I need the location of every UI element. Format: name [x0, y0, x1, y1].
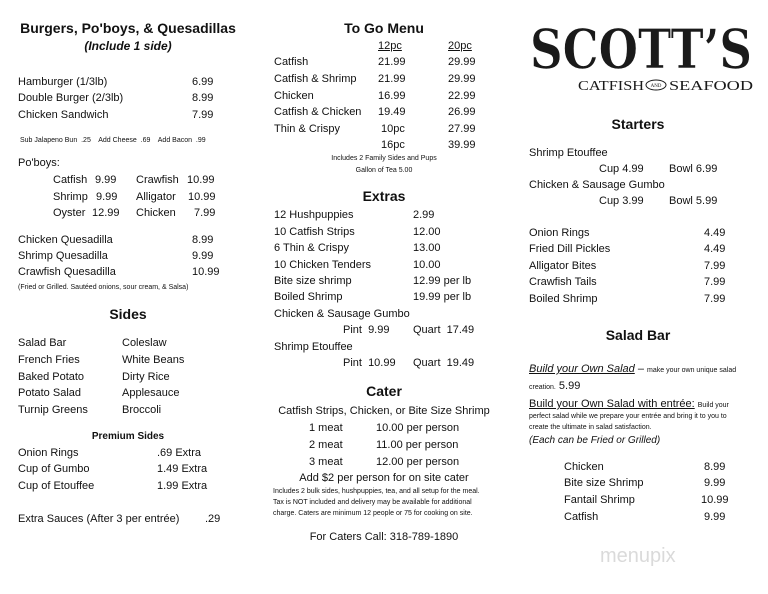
dash: –: [634, 363, 648, 375]
cater-title: Cater: [366, 383, 402, 399]
menu-price: 12.99: [92, 207, 120, 219]
menu-price: 10.00: [413, 259, 441, 271]
salad-bar-title: Salad Bar: [605, 327, 671, 343]
menu-price: 10.99: [188, 191, 216, 203]
menu-item: Cup of Etouffee: [18, 480, 95, 492]
menu-item: Chicken: [136, 207, 176, 219]
side-item: Applesauce: [122, 387, 180, 399]
menu-price: 10.00 per person: [376, 422, 460, 434]
menu-price: 29.99: [448, 56, 476, 68]
menu-item: Onion Rings: [529, 227, 590, 239]
menu-price: 9.99: [192, 250, 214, 262]
menu-item: Chicken & Sausage Gumbo: [274, 308, 410, 320]
burgers-subtitle: (Include 1 side): [84, 39, 172, 53]
menu-item: Shrimp Etouffee: [529, 147, 608, 159]
menu-item: Chicken: [564, 461, 604, 473]
cater-note: Tax is NOT included and delivery may be available for additional: [273, 499, 472, 506]
scotts-logo: [528, 14, 754, 94]
menu-price: Quart 19.49: [413, 357, 475, 369]
menu-price: Bowl 6.99: [669, 163, 718, 175]
svg-text:CATFISH: CATFISH: [578, 79, 644, 94]
salad-note: (Each can be Fried or Grilled): [529, 435, 661, 446]
menu-price: 19.99 per lb: [413, 291, 472, 303]
menu-item: Catfish: [274, 56, 309, 68]
menu-item: Crawfish Quesadilla: [18, 266, 116, 278]
starters-title: Starters: [611, 116, 665, 132]
menu-price: .29: [205, 513, 221, 525]
menu-price: 22.99: [448, 90, 476, 102]
menu-price: 2.99: [413, 209, 435, 221]
menu-item: Chicken & Sausage Gumbo: [529, 179, 665, 191]
svg-text:SCOTT’S: SCOTT’S: [530, 17, 752, 81]
menu-item: Fantail Shrimp: [564, 494, 635, 506]
build-salad-entree-desc: create the ultimate in salad satisfaction.: [529, 424, 652, 431]
menu-price: 13.00: [413, 242, 441, 254]
cater-call: For Caters Call: 318-789-1890: [309, 531, 459, 543]
side-item: Broccoli: [122, 404, 162, 416]
build-salad-line: [529, 363, 736, 376]
menu-item: 3 meat: [309, 456, 343, 468]
build-salad-entree-desc: perfect salad while we prepare your entrée and bring it to you to: [529, 413, 727, 420]
addons-note: Sub Jalapeno Bun .25 Add Cheese .69 Add Bacon .99: [20, 137, 206, 144]
side-item: French Fries: [18, 354, 80, 366]
side-item: White Beans: [122, 354, 185, 366]
menu-price: 29.99: [448, 73, 476, 85]
menu-item: Double Burger (2/3lb): [18, 92, 124, 104]
menu-item: Shrimp Quesadilla: [18, 250, 108, 262]
menu-price: 12.00 per person: [376, 456, 460, 468]
quesadilla-note: (Fried or Grilled. Sautéed onions, sour cream, & Salsa): [18, 284, 189, 291]
menu-price: 19.49: [378, 106, 406, 118]
menu-price: 10.99: [192, 266, 220, 278]
build-salad-entree-label: Build your Own Salad with entrée:: [529, 398, 695, 410]
side-item: Dirty Rice: [122, 371, 170, 383]
svg-text:AND: AND: [650, 84, 662, 89]
menu-price: 21.99: [378, 56, 406, 68]
menu-price: 4.49: [704, 227, 726, 239]
menu-item: Thin & Crispy: [274, 123, 341, 135]
menu-item: Catfish: [564, 511, 599, 523]
sides-title: Sides: [109, 306, 147, 322]
menu-price: Cup 4.99: [599, 163, 644, 175]
togo-note: Includes 2 Family Sides and Pups: [331, 155, 437, 162]
menu-price: 10pc: [381, 123, 405, 135]
menu-item: 6 Thin & Crispy: [274, 242, 349, 254]
menu-item: Crawfish Tails: [529, 276, 597, 288]
menu-price: 7.99: [192, 109, 214, 121]
menu-price: 10.99: [701, 494, 729, 506]
menu-price: 8.99: [704, 461, 726, 473]
build-salad-desc: make your own unique salad: [647, 367, 737, 374]
extras-title: Extras: [362, 188, 406, 204]
col-header: 12pc: [378, 40, 402, 52]
menu-item: 12 Hushpuppies: [274, 209, 354, 221]
menu-price: 1.99 Extra: [157, 480, 208, 492]
menu-item: Fried Dill Pickles: [529, 243, 611, 255]
menu-item: Chicken Sandwich: [18, 109, 109, 121]
menu-item: Catfish & Chicken: [274, 106, 362, 118]
menu-price: Bowl 5.99: [669, 195, 718, 207]
side-item: Baked Potato: [18, 371, 85, 383]
menu-item: Cup of Gumbo: [18, 463, 90, 475]
menu-item: Crawfish: [136, 174, 179, 186]
side-item: Potato Salad: [18, 387, 81, 399]
menu-item: 10 Catfish Strips: [274, 226, 355, 238]
menu-price: 7.99: [704, 276, 726, 288]
menu-price: 12.99 per lb: [413, 275, 472, 287]
menu-price: 12.00: [413, 226, 441, 238]
menu-price: 8.99: [192, 234, 214, 246]
menu-price: 8.99: [192, 92, 214, 104]
togo-note: Gallon of Tea 5.00: [355, 167, 413, 174]
menu-price: 10.99: [187, 174, 215, 186]
menu-item: Chicken: [274, 90, 314, 102]
watermark: menupix: [600, 545, 676, 567]
menu-price: 16.99: [378, 90, 406, 102]
premium-sides-title: Premium Sides: [91, 431, 165, 442]
menu-item: Shrimp: [53, 191, 88, 203]
menu-price: 9.99: [96, 191, 118, 203]
side-item: Turnip Greens: [18, 404, 88, 416]
menu-item: Alligator: [136, 191, 176, 203]
menu-item: 10 Chicken Tenders: [274, 259, 372, 271]
burgers-title: Burgers, Po'boys, & Quesadillas: [20, 20, 236, 36]
poboys-label: Po'boys:: [18, 157, 60, 169]
menu-item: Catfish & Shrimp: [274, 73, 357, 85]
menu-item: Oyster: [53, 207, 86, 219]
togo-title: To Go Menu: [344, 20, 424, 36]
menu-item: Hamburger (1/3lb): [18, 76, 108, 88]
menu-item: Chicken Quesadilla: [18, 234, 113, 246]
menu-price: 9.99: [95, 174, 117, 186]
menu-item: 1 meat: [309, 422, 343, 434]
menu-price: 9.99: [704, 511, 726, 523]
col-header: 20pc: [448, 40, 472, 52]
menu-price: Pint 9.99: [343, 324, 390, 336]
menu-price: 7.99: [704, 260, 726, 272]
menu-item: Boiled Shrimp: [529, 293, 598, 305]
menu-item: Bite size shrimp: [274, 275, 352, 287]
cater-onsite: Add $2 per person for on site cater: [299, 472, 469, 484]
menu-price: 7.99: [704, 293, 726, 305]
cater-note: charge. Caters are minimum 12 people or 75 for cooking on site.: [273, 510, 473, 517]
svg-text:SEAFOOD: SEAFOOD: [669, 79, 753, 94]
menu-price: 26.99: [448, 106, 476, 118]
menu-item: Catfish: [53, 174, 88, 186]
side-item: Coleslaw: [122, 337, 167, 349]
menu-price: 16pc: [381, 139, 405, 151]
menu-price: 6.99: [192, 76, 214, 88]
build-salad-desc: creation.: [529, 384, 556, 391]
menu-price: 7.99: [194, 207, 216, 219]
build-salad-label: Build your Own Salad: [529, 363, 635, 375]
logo-graphic: [528, 14, 754, 94]
menu-item: Shrimp Etouffee: [274, 341, 353, 353]
cater-note: Includes 2 bulk sides, hushpuppies, tea, and all setup for the meal.: [273, 488, 480, 495]
menu-item: Extra Sauces (After 3 per entrée): [18, 513, 180, 525]
menu-price: 21.99: [378, 73, 406, 85]
side-item: Salad Bar: [18, 337, 67, 349]
menu-item: Boiled Shrimp: [274, 291, 343, 303]
menu-item: 2 meat: [309, 439, 343, 451]
menu-price: 27.99: [448, 123, 476, 135]
menu-price: .69 Extra: [157, 447, 202, 459]
menu-item: Bite size Shrimp: [564, 477, 644, 489]
build-salad-line2: [529, 380, 580, 393]
cater-header: Catfish Strips, Chicken, or Bite Size Shrimp: [278, 405, 490, 417]
menu-price: 4.49: [704, 243, 726, 255]
menu-price: Pint 10.99: [343, 357, 396, 369]
menu-price: Quart 17.49: [413, 324, 475, 336]
build-salad-entree-desc: Build your: [697, 402, 729, 409]
build-salad-price: 5.99: [558, 380, 581, 392]
menu-price: 1.49 Extra: [157, 463, 208, 475]
menu-item: Alligator Bites: [529, 260, 597, 272]
menu-price: Cup 3.99: [599, 195, 644, 207]
menu-price: 11.00 per person: [376, 439, 459, 451]
menu-item: Onion Rings: [18, 447, 79, 459]
build-salad-entree-line: [529, 398, 729, 411]
menu-price: 9.99: [704, 477, 726, 489]
menu-price: 39.99: [448, 139, 476, 151]
